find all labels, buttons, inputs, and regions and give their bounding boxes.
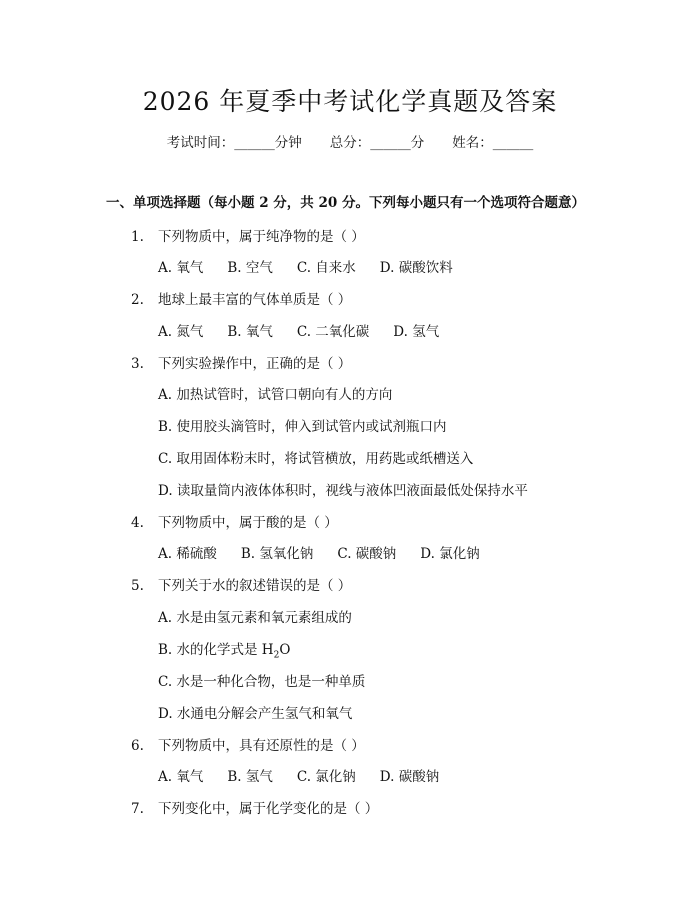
question-number: 5. [131,578,144,594]
question-4-options [158,542,504,562]
question-stem: 下列物质中，属于纯净物的是（ ） [158,229,365,245]
option-a: A. 稀硫酸 [158,546,217,562]
question-stem: 下列变化中，属于化学变化的是（ ） [158,801,379,817]
option-d: D. 读取量筒内液体体积时，视线与液体凹液面最低处保持水平 [158,483,528,499]
question-number: 2. [131,292,144,308]
formula-tail: O [279,642,291,658]
option-b: B. 氧气 [227,324,273,340]
question-6-options [158,765,463,785]
option-c: C. 水是一种化合物，也是一种单质 [158,674,366,690]
option-d: D. 氢气 [393,324,440,340]
option-d: D. 碳酸钠 [379,769,440,785]
option-d: D. 碳酸饮料 [379,260,453,276]
option-b [158,638,290,661]
question-6 [131,734,365,754]
exam-time-field: 考试时间：______分钟 [166,135,302,151]
option-a: A. 加热试管时，试管口朝向有人的方向 [158,387,393,403]
option-c: C. 碳酸钠 [337,546,397,562]
option-b: B. 氢氧化钠 [240,546,314,562]
option-d: D. 氯化钠 [420,546,480,562]
option-c: C. 取用固体粉末时，将试管横放，用药匙或纸槽送入 [158,451,474,467]
question-number: 6. [131,738,144,754]
question-stem: 下列实验操作中，正确的是（ ） [158,356,352,372]
option-b: B. 使用胶头滴管时，伸入到试管内或试剂瓶口内 [158,419,447,435]
question-7 [131,797,378,817]
question-2-options [158,320,463,340]
option-b-text: B. 水的化学式是 H [158,642,274,658]
option-b: B. 空气 [227,260,273,276]
option-d: D. 水通电分解会产生氢气和氧气 [158,706,353,722]
question-2 [131,288,351,308]
question-1 [131,225,365,245]
exam-info-line [0,131,700,151]
option-c: C. 二氧化碳 [296,324,370,340]
total-score-field: 总分：______分 [329,135,425,151]
option-a: A. 氧气 [158,769,204,785]
question-number: 1. [131,229,144,245]
section-heading: 一、单项选择题（每小题 2 分，共 20 分。下列每小题只有一个选项符合题意） [106,195,585,211]
option-b: B. 氢气 [227,769,273,785]
question-number: 7. [131,801,144,817]
question-number: 4. [131,515,144,531]
option-a: A. 氧气 [158,260,204,276]
question-stem: 下列物质中，具有还原性的是（ ） [158,738,365,754]
question-stem: 地球上最丰富的气体单质是（ ） [158,292,352,308]
question-5 [131,574,351,594]
name-field: 姓名：______ [452,135,534,151]
question-stem: 下列物质中，属于酸的是（ ） [158,515,338,531]
question-number: 3. [131,356,144,372]
option-c: C. 自来水 [296,260,356,276]
option-a: A. 水是由氢元素和氧元素组成的 [158,610,352,626]
formula-subscript: 2 [273,650,280,661]
question-1-options [158,256,477,276]
question-4 [131,511,338,531]
question-3 [131,352,351,372]
question-stem: 下列关于水的叙述错误的是（ ） [158,578,352,594]
option-c: C. 氯化钠 [296,769,356,785]
option-a: A. 氮气 [158,324,204,340]
page-title: 2026 年夏季中考试化学真题及答案 [142,87,558,116]
